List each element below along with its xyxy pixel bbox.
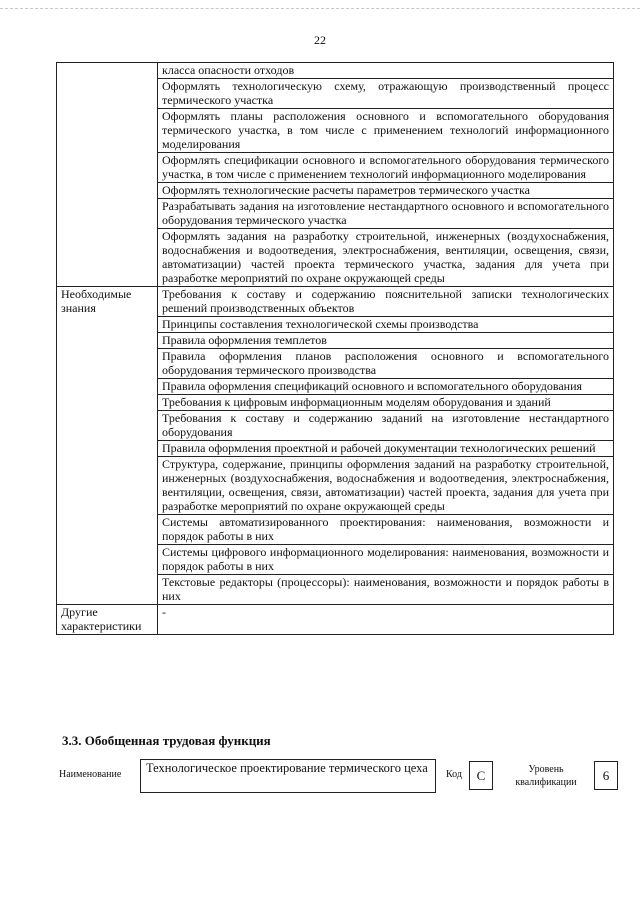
skill-item: Оформлять спецификации основного и вспомогательного оборудования термического участка, в том числе с применением технологий информационного моделирования: [158, 153, 614, 183]
skills-label-cell: [57, 63, 158, 287]
knowledge-item: Требования к цифровым информационным моделям оборудования и зданий: [158, 395, 614, 411]
other-characteristics-label: Другие характеристики: [57, 605, 158, 635]
skill-item: Оформлять планы расположения основного и вспомогательного оборудования термического участка, в том числе с применением технологий информационного моделирования: [158, 109, 614, 153]
knowledge-item: Правила оформления темплетов: [158, 333, 614, 349]
knowledge-item: Правила оформления планов расположения основного и вспомогательного оборудования термического производства: [158, 349, 614, 379]
knowledge-item: Правила оформления спецификаций основного и вспомогательного оборудования: [158, 379, 614, 395]
knowledge-item: Текстовые редакторы (процессоры): наименования, возможности и порядок работы в них: [158, 575, 614, 605]
skill-item: Разрабатывать задания на изготовление нестандартного основного и вспомогательного оборудования термического участка: [158, 199, 614, 229]
code-label: Код: [446, 769, 462, 780]
skill-item: Оформлять технологическую схему, отражающую производственный процесс термического участка: [158, 79, 614, 109]
qualification-level-label: Уровень квалификации: [515, 764, 577, 788]
knowledge-item: Правила оформления проектной и рабочей документации технологических решений: [158, 441, 614, 457]
knowledge-label: Необходимые знания: [57, 287, 158, 605]
top-scan-rule: [0, 8, 640, 9]
other-characteristics-value: -: [158, 605, 614, 635]
table-row: [57, 287, 614, 317]
knowledge-item: Требования к составу и содержанию пояснительной записки технологических решений производственных объектов: [158, 287, 614, 317]
knowledge-item: Принципы составления технологической схемы производства: [158, 317, 614, 333]
qualification-level-box: 6: [594, 761, 618, 790]
page-number: 22: [314, 33, 326, 47]
skill-item: класса опасности отходов: [158, 63, 614, 79]
table-row: [57, 63, 614, 79]
code-value-box: С: [469, 761, 493, 790]
skill-item: Оформлять задания на разработку строительной, инженерных (воздухоснабжения, водоснабжения и водоотведения, электроснабжения, вентиляции, освещения, связи, автоматизации) частей проекта термического участка, задания для учета при разработке мероприятий по охране окружающей среды: [158, 229, 614, 287]
competency-table: [56, 62, 614, 635]
name-label: Наименование: [59, 769, 122, 780]
knowledge-item: Системы автоматизированного проектирования: наименования, возможности и порядок работы в них: [158, 515, 614, 545]
name-value-box: Технологическое проектирование термического цеха: [140, 759, 436, 793]
skill-item: Оформлять технологические расчеты параметров термического участка: [158, 183, 614, 199]
table-row: [57, 605, 614, 635]
knowledge-item: Структура, содержание, принципы оформления заданий на разработку строительной, инженерных (воздухоснабжения, водоснабжения и водоотведения, электроснабжения, вентиляции, освещения, связи, автоматизации) частей проекта, задания для учета при разработке мероприятий по охране окружающей среды: [158, 457, 614, 515]
knowledge-item: Системы цифрового информационного моделирования: наименования, возможности и порядок работы в них: [158, 545, 614, 575]
section-heading: 3.3. Обобщенная трудовая функция: [62, 733, 271, 748]
knowledge-item: Требования к составу и содержанию заданий на изготовление нестандартного оборудования: [158, 411, 614, 441]
